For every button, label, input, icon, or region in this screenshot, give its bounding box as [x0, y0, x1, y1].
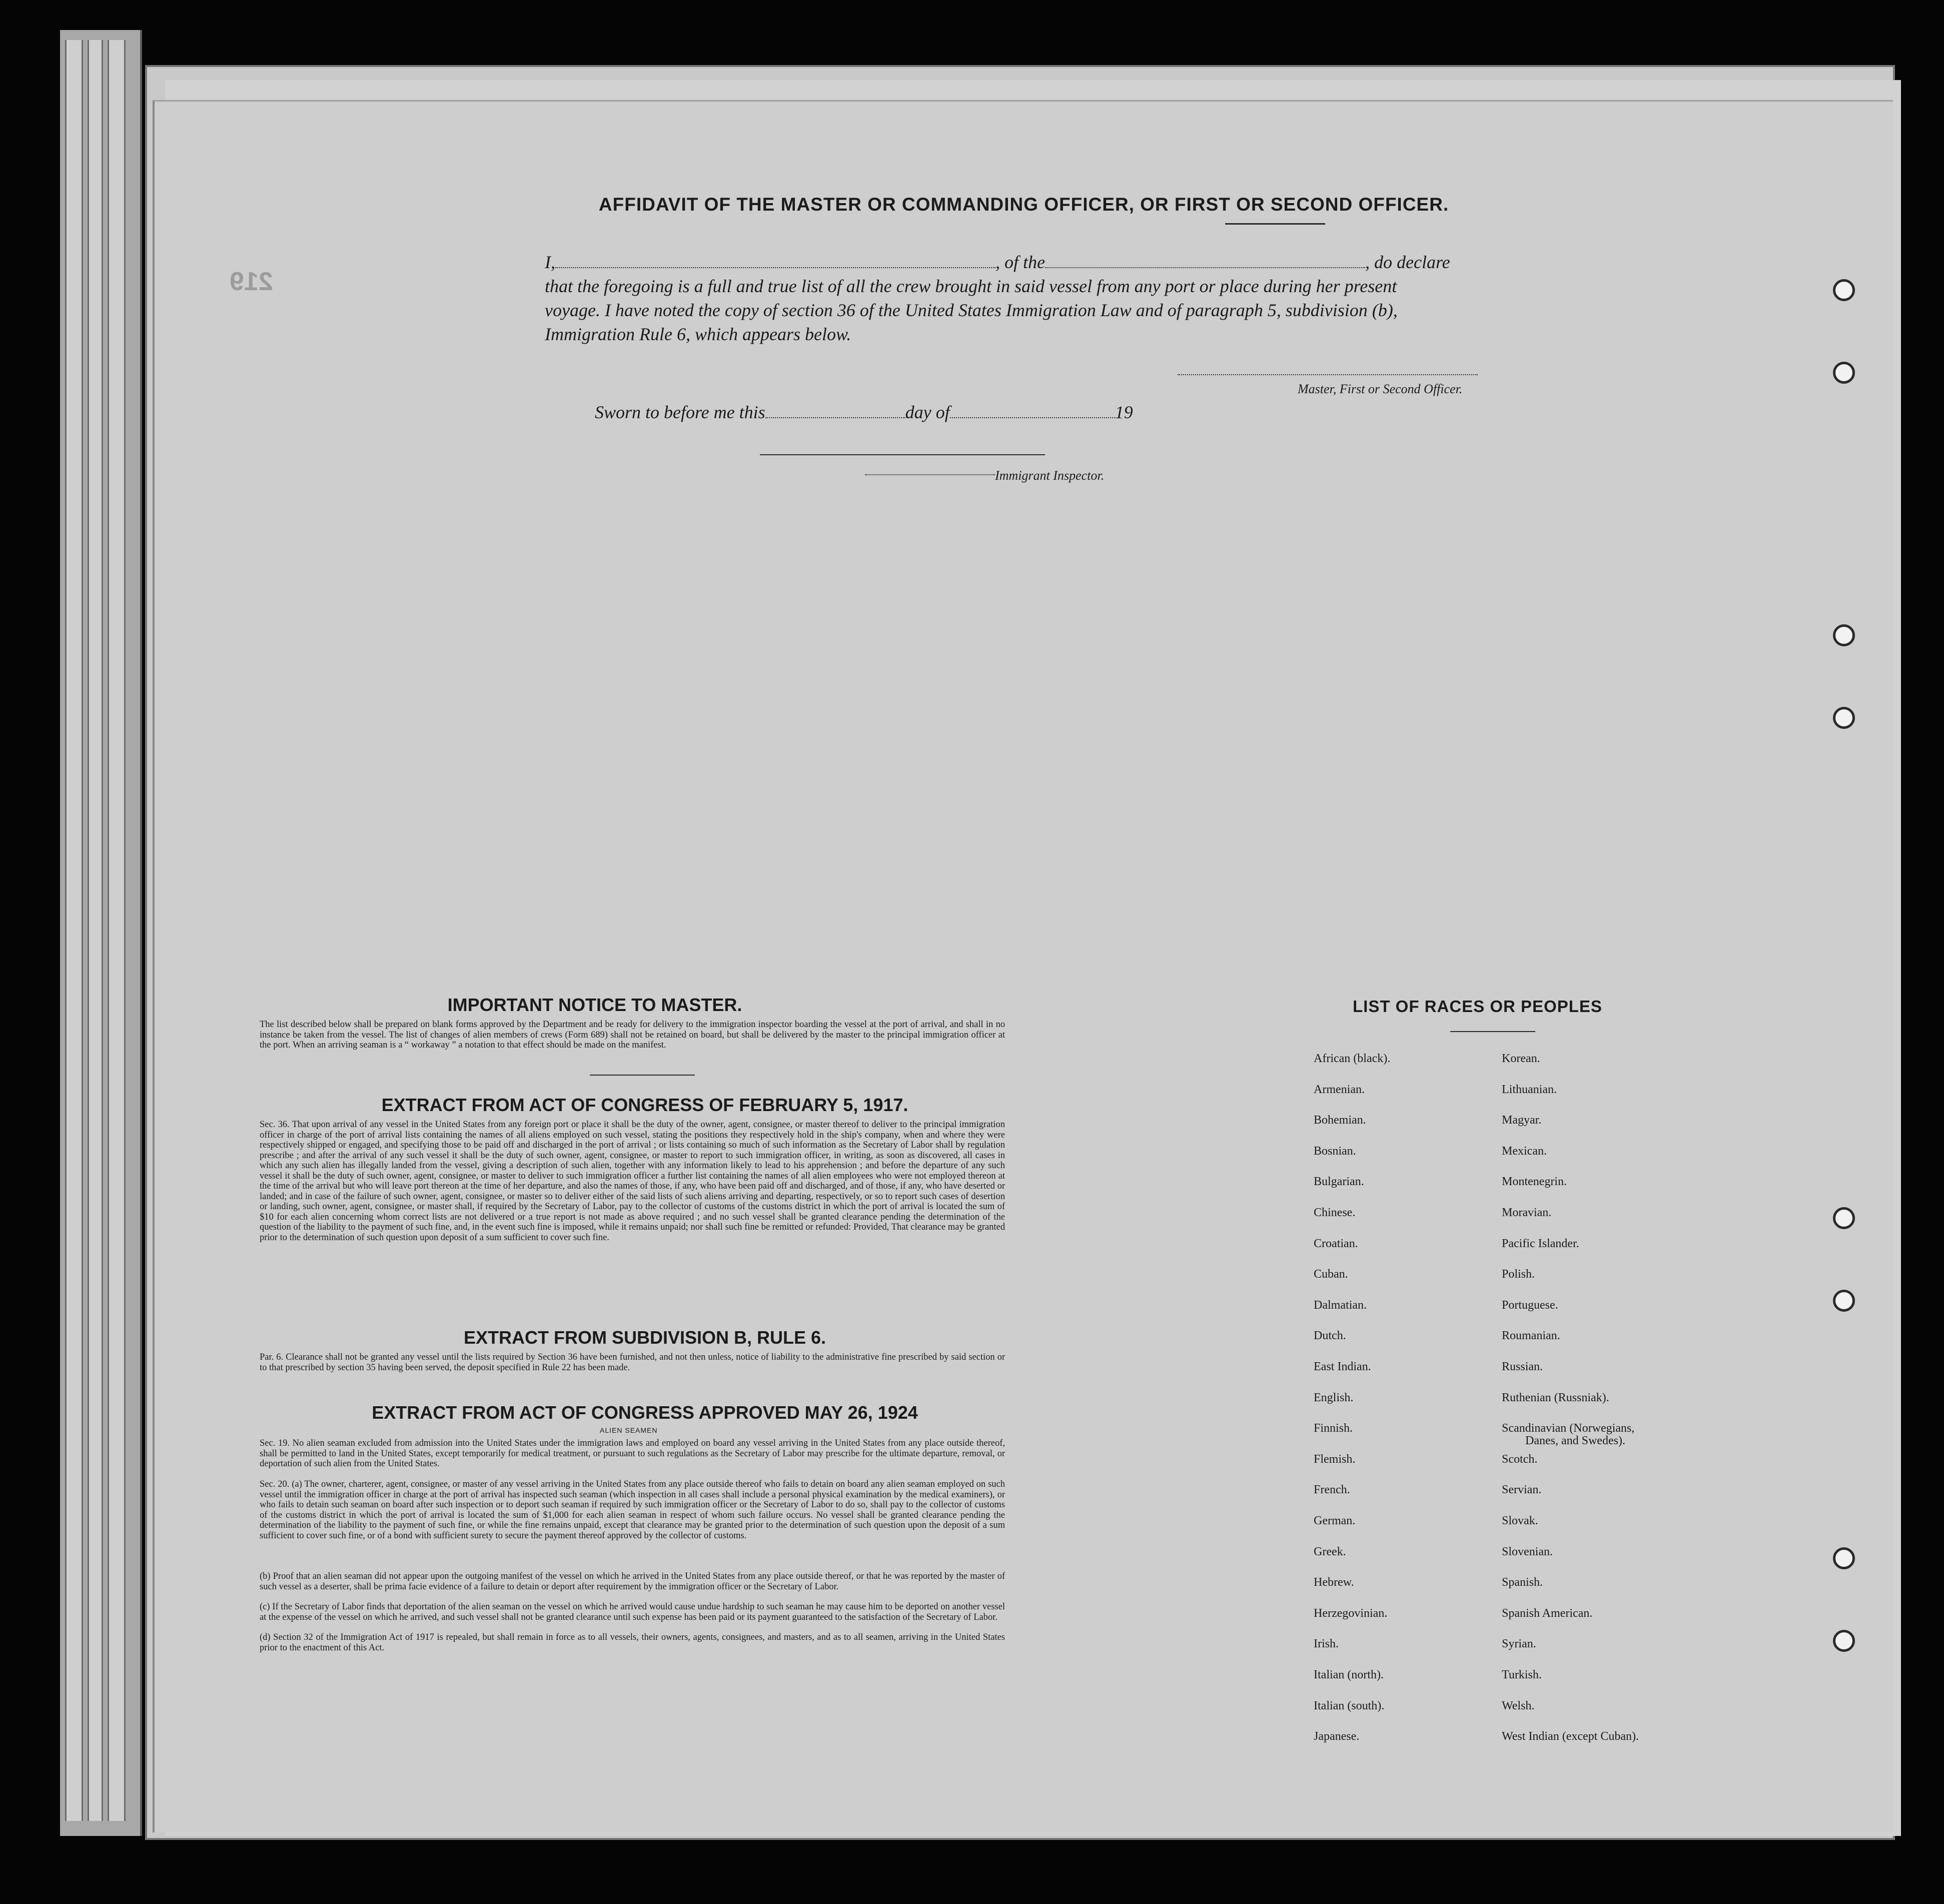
race-item: Spanish. [1502, 1576, 1543, 1589]
race-continuation: Danes, and Swedes). [1525, 1434, 1625, 1447]
race-item: Croatian. [1314, 1237, 1358, 1250]
punch-hole-icon [1833, 1547, 1855, 1569]
race-item: Bulgarian. [1314, 1175, 1364, 1189]
extract-rule6-text: Par. 6. Clearance shall not be granted any vessel until the lists required by Section 36 have been furnished, and not then unless, notice of liability to the administrative fine prescribed by said section or to that prescribed by section 35 having been served, the deposit specified in Rule 22 has been made. [260, 1352, 1005, 1373]
binder-strip [108, 40, 126, 1821]
race-item: Russian. [1502, 1360, 1543, 1373]
race-item: Ruthenian (Russniak). [1502, 1391, 1609, 1404]
sworn-text: Sworn to before me this [595, 402, 765, 422]
race-item: Portuguese. [1502, 1298, 1558, 1312]
races-rule [1450, 1031, 1535, 1032]
races-title: LIST OF RACES OR PEOPLES [1353, 997, 1602, 1016]
affidavit-declare: , do declare [1365, 252, 1450, 272]
race-item: Italian (north). [1314, 1668, 1384, 1681]
race-item: Welsh. [1502, 1699, 1535, 1712]
affidavit-i: I, [545, 252, 555, 272]
race-item: Slovak. [1502, 1514, 1538, 1527]
extract-1917-title: EXTRACT FROM ACT OF CONGRESS OF FEBRUARY 5, 1917. [381, 1095, 908, 1115]
race-item: Chinese. [1314, 1206, 1356, 1219]
affidavit-of-the: , of the [996, 252, 1045, 272]
race-item: Japanese. [1314, 1730, 1360, 1743]
extract-1924-sec20b: (b) Proof that an alien seaman did not appear upon the outgoing manifest of the vessel on which he arrived in the United States from any place outside thereof, or that he was reported by the master of such vessel as a deserter, shall be prima facie evidence of a failure to detain or deport after requirement by the immigration officer or the Secretary of Labor. [260, 1571, 1005, 1592]
race-item: Syrian. [1502, 1637, 1536, 1651]
affidavit-line-2: that the foregoing is a full and true list of all the crew brought in said vessel from any port or place during her present [545, 276, 1397, 296]
race-item: Dutch. [1314, 1329, 1346, 1343]
race-item: Greek. [1314, 1545, 1346, 1558]
punch-hole-icon [1833, 1290, 1855, 1312]
punch-hole-icon [1833, 1207, 1855, 1229]
race-item: Bosnian. [1314, 1144, 1356, 1158]
name-blank [555, 267, 996, 268]
section-rule [590, 1075, 695, 1076]
punch-hole-icon [1833, 362, 1855, 384]
race-item: Slovenian. [1502, 1545, 1553, 1558]
race-item: Scotch. [1502, 1452, 1538, 1466]
day-blank [765, 417, 905, 418]
notice-text: The list described below shall be prepared on blank forms approved by the Department and be ready for delivery to the immigration inspector boarding the vessel at the port of arrival, and shall in no instance be taken from the vessel. The list of changes of alien members of crews (Form 689) shall not be retained on board, but shall be delivered by the master to the principal immigration officer at the port. When an arriving seaman is a “ workaway ” a notation to that effect should be made on the manifest. [260, 1020, 1005, 1050]
punch-hole-icon [1833, 279, 1855, 301]
race-item: African (black). [1314, 1052, 1391, 1065]
affidavit-line-4: Immigration Rule 6, which appears below. [545, 324, 851, 344]
vessel-blank [1045, 267, 1365, 268]
notice-title: IMPORTANT NOTICE TO MASTER. [447, 995, 742, 1015]
race-item: Moravian. [1502, 1206, 1552, 1219]
extract-1924-sec20a: Sec. 20. (a) The owner, charterer, agent, consignee, or master of any vessel arriving in the United States from any place outside thereof who fails to detain on board any alien seaman employed on such vessel until the immigration officer in charge at the port of arrival has inspected such seaman (which inspection in all cases shall include a personal physical examination by the medical examiners), or who fails to detain such seaman on board after such inspection or to deport such seaman if required by such immigration officer or the Secretary of Labor to do so, shall pay to the collector of customs of the customs district in which the port of arrival is located the sum of $1,000 for each alien seaman in respect of whom such failure occurs. No vessel shall be granted clearance pending the determination of the liability to the payment of such fine, or while the fine remains unpaid, except that clearance may be granted prior to the determination of such question upon the deposit of a sum sufficient to cover such fine, or of a bond with sufficient surety to secure the payment thereof approved by the collector of customs. [260, 1479, 1005, 1541]
sworn-year: 19 [1115, 402, 1133, 422]
race-item: Polish. [1502, 1268, 1535, 1281]
race-item: Flemish. [1314, 1452, 1356, 1466]
month-blank [950, 417, 1115, 418]
extract-1924-subtitle: ALIEN SEAMEN [600, 1426, 658, 1434]
race-item: Pacific Islander. [1502, 1237, 1579, 1250]
title-rule [1225, 223, 1325, 225]
race-item: German. [1314, 1514, 1356, 1527]
race-item: East Indian. [1314, 1360, 1371, 1373]
race-item: Herzegovinian. [1314, 1606, 1388, 1620]
race-item: Scandinavian (Norwegians, [1502, 1422, 1635, 1435]
race-item: English. [1314, 1391, 1354, 1404]
manifest-page [153, 100, 1893, 1832]
signature-line [1178, 374, 1478, 375]
inspector-dotline [865, 474, 995, 475]
punch-hole-icon [1833, 624, 1855, 646]
race-item: Italian (south). [1314, 1699, 1385, 1712]
affidavit-line-3: voyage. I have noted the copy of section 36 of the United States Immigration Law and of paragraph 5, subdivision (b), [545, 300, 1398, 320]
race-item: Finnish. [1314, 1422, 1353, 1435]
extract-1917-text: Sec. 36. That upon arrival of any vessel in the United States from any foreign port or place it shall be the duty of the owner, agent, consignee, or master thereof to deliver to the principal immigration officer in charge of the port of arrival lists containing the names of all aliens employed on such vessel, stating the positions they respectively hold in the ship's company, when and where they were respectively shipped or engaged, and specifying those to be paid off and discharged in the port of arrival ; or lists containing so much of such information as the Secretary of Labor shall by regulation prescribe ; and after the arrival of any such vessel it shall be the duty of such owner, agent, consignee, or master to report to such immigration officer, in writing, as soon as discovered, all cases in which any such alien has illegally landed from the vessel, giving a description of such alien, together with any information likely to lead to his apprehension ; and before the departure of any such vessel it shall be the duty of such owner, agent, consignee, or master to deliver to such immigration officer a further list containing the names of all alien employees who were not employed thereon at the time of the arrival but who will leave port thereon at the time of her departure, and also the names of those, if any, who have been paid off and discharged, and of those, if any, who have deserted or landed; and in case of the failure of such owner, agent, consignee, or master so to deliver either of the said lists of such aliens arriving and departing, respectively, or so to report such cases of desertion or landing, such owner, agent, consignee, or master shall, if required by the Secretary of Labor, pay to the collector of customs of the customs district in which the port of arrival is located the sum of $10 for each alien concerning whom correct lists are not delivered or a true report is not made as above required ; and no such vessel shall be granted clearance pending the determination of the question of the liability to the payment of such fine, and, in the event such fine is imposed, while it remains unpaid; nor shall such fine be remitted or refunded: Provided, That clearance may be granted prior to the determination of such question upon deposit of a sum sufficient to cover such fine. [260, 1120, 1005, 1243]
race-item: Turkish. [1502, 1668, 1542, 1681]
race-item: Magyar. [1502, 1114, 1542, 1127]
race-item: Irish. [1314, 1637, 1339, 1651]
binder-strip [65, 40, 83, 1821]
affidavit-title: AFFIDAVIT OF THE MASTER OR COMMANDING OFFICER, OR FIRST OR SECOND OFFICER. [598, 194, 1449, 215]
binder-strip [88, 40, 103, 1821]
inspector-signature-line [760, 454, 1045, 455]
extract-rule6-title: EXTRACT FROM SUBDIVISION B, RULE 6. [463, 1327, 826, 1348]
race-item: Korean. [1502, 1052, 1540, 1065]
inspector-label: Immigrant Inspector. [995, 468, 1105, 483]
extract-1924-title: EXTRACT FROM ACT OF CONGRESS APPROVED MAY 26, 1924 [372, 1402, 918, 1423]
bleed-through-number: 219 [230, 267, 273, 296]
race-item: West Indian (except Cuban). [1502, 1730, 1639, 1743]
race-item: Servian. [1502, 1483, 1542, 1497]
race-item: Dalmatian. [1314, 1298, 1367, 1312]
race-item: Mexican. [1502, 1144, 1547, 1158]
sworn-line [595, 402, 1133, 423]
sworn-day: day of [905, 402, 950, 422]
race-item: Spanish American. [1502, 1606, 1593, 1620]
extract-1924-sec19: Sec. 19. No alien seaman excluded from admission into the United States under the immigration laws and employed on board any vessel arriving in the United States from any place outside thereof, shall be permitted to land in the United States, except temporarily for medical treatment, or pursuant to such regulations as the Secretary of Labor may prescribe for the ultimate departure, removal, or deportation of such alien from the United States. [260, 1438, 1005, 1469]
race-item: Hebrew. [1314, 1576, 1354, 1589]
punch-hole-icon [1833, 707, 1855, 729]
race-item: Lithuanian. [1502, 1083, 1557, 1096]
extract-1924-sec20c: (c) If the Secretary of Labor finds that deportation of the alien seaman on the vessel on which he arrived would cause undue hardship to such seaman he may cause him to be deported on another vessel at the expense of the vessel on which he arrived, and such vessel shall not be granted clearance until such expense has been paid or its payment guaranteed to the satisfaction of the Secretary of Labor. [260, 1602, 1005, 1622]
race-item: Montenegrin. [1502, 1175, 1567, 1189]
affidavit-line-1 [545, 252, 1450, 273]
race-item: French. [1314, 1483, 1350, 1497]
race-item: Roumanian. [1502, 1329, 1560, 1343]
race-item: Bohemian. [1314, 1114, 1366, 1127]
punch-hole-icon [1833, 1630, 1855, 1652]
signature-label: Master, First or Second Officer. [1298, 382, 1463, 396]
extract-1924-sec20d: (d) Section 32 of the Immigration Act of 1917 is repealed, but shall remain in force as to all vessels, their owners, agents, consignees, and masters, and as to all seamen, arriving in the United States prior to the enactment of this Act. [260, 1632, 1005, 1653]
race-item: Cuban. [1314, 1268, 1348, 1281]
race-item: Armenian. [1314, 1083, 1365, 1096]
